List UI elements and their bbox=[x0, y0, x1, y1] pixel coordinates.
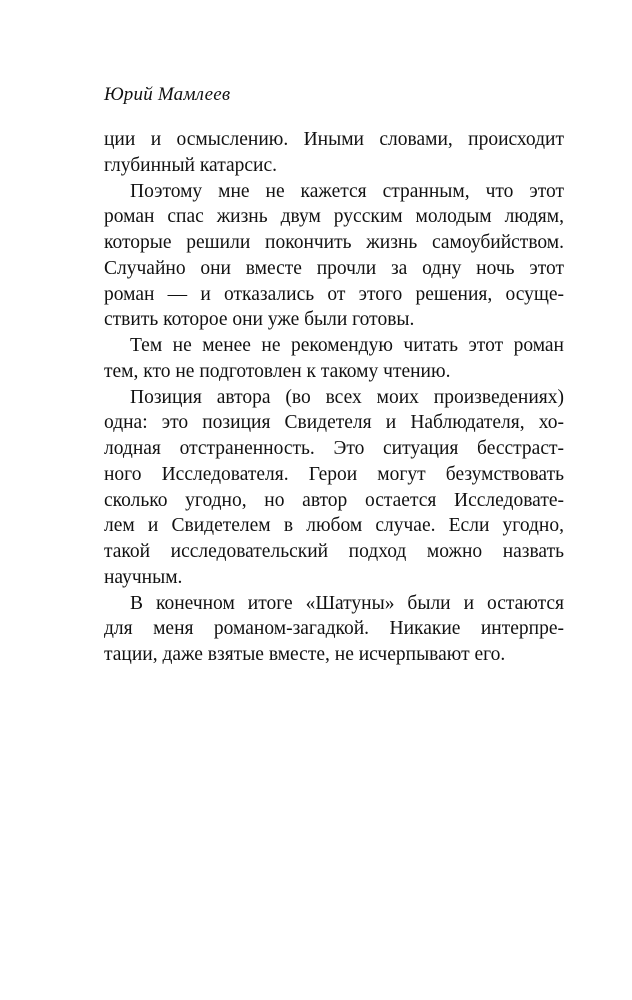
paragraph-4 bbox=[104, 385, 564, 591]
text-line: роман спас жизнь двум русским молодым людям, bbox=[104, 206, 564, 228]
text-line: роман — и отказались от этого решения, осуще- bbox=[104, 283, 564, 305]
text-line: тации, даже взятые вместе, не исчерпывают его. bbox=[104, 644, 506, 665]
text-line: которые решили покончить жизнь самоубийством. bbox=[104, 232, 564, 253]
text-line: одна: это позиция Свидетеля и Наблюдателя, хо- bbox=[104, 412, 564, 434]
text-line: сколько угодно, но автор остается Исследовате- bbox=[104, 489, 564, 511]
text-line: В конечном итоге «Шатуны» были и остаются bbox=[130, 592, 564, 614]
paragraph-1 bbox=[104, 127, 564, 179]
text-line: ного Исследователя. Герои могут безумствовать bbox=[104, 463, 564, 485]
text-line: тем, кто не подготовлен к такому чтению. bbox=[104, 360, 451, 382]
text-line: Тем не менее не рекомендую читать этот роман bbox=[130, 335, 564, 356]
paragraph-3 bbox=[104, 333, 564, 385]
text-line: для меня романом-загадкой. Никакие интерпре- bbox=[104, 618, 564, 640]
text-line: Случайно они вместе прочли за одну ночь этот bbox=[104, 257, 564, 279]
text-line: глубинный катарсис. bbox=[104, 154, 277, 176]
running-head-author: Юрий Мамлеев bbox=[104, 84, 231, 105]
text-line: научным. bbox=[104, 566, 183, 588]
body-text bbox=[104, 127, 564, 668]
text-line: лодная отстраненность. Это ситуация бесстраст- bbox=[104, 438, 564, 459]
paragraph-2 bbox=[104, 179, 564, 334]
text-line: ции и осмыслению. Иными словами, происходит bbox=[104, 129, 564, 150]
text-line: Поэтому мне не кажется странным, что этот bbox=[130, 180, 564, 202]
paragraph-5 bbox=[104, 591, 564, 668]
text-line: такой исследовательский подход можно назвать bbox=[104, 541, 564, 562]
text-line: лем и Свидетелем в любом случае. Если угодно, bbox=[104, 515, 564, 537]
text-line: Позиция автора (во всех моих произведениях) bbox=[130, 386, 564, 408]
text-line: ствить которое они уже были готовы. bbox=[104, 309, 415, 331]
